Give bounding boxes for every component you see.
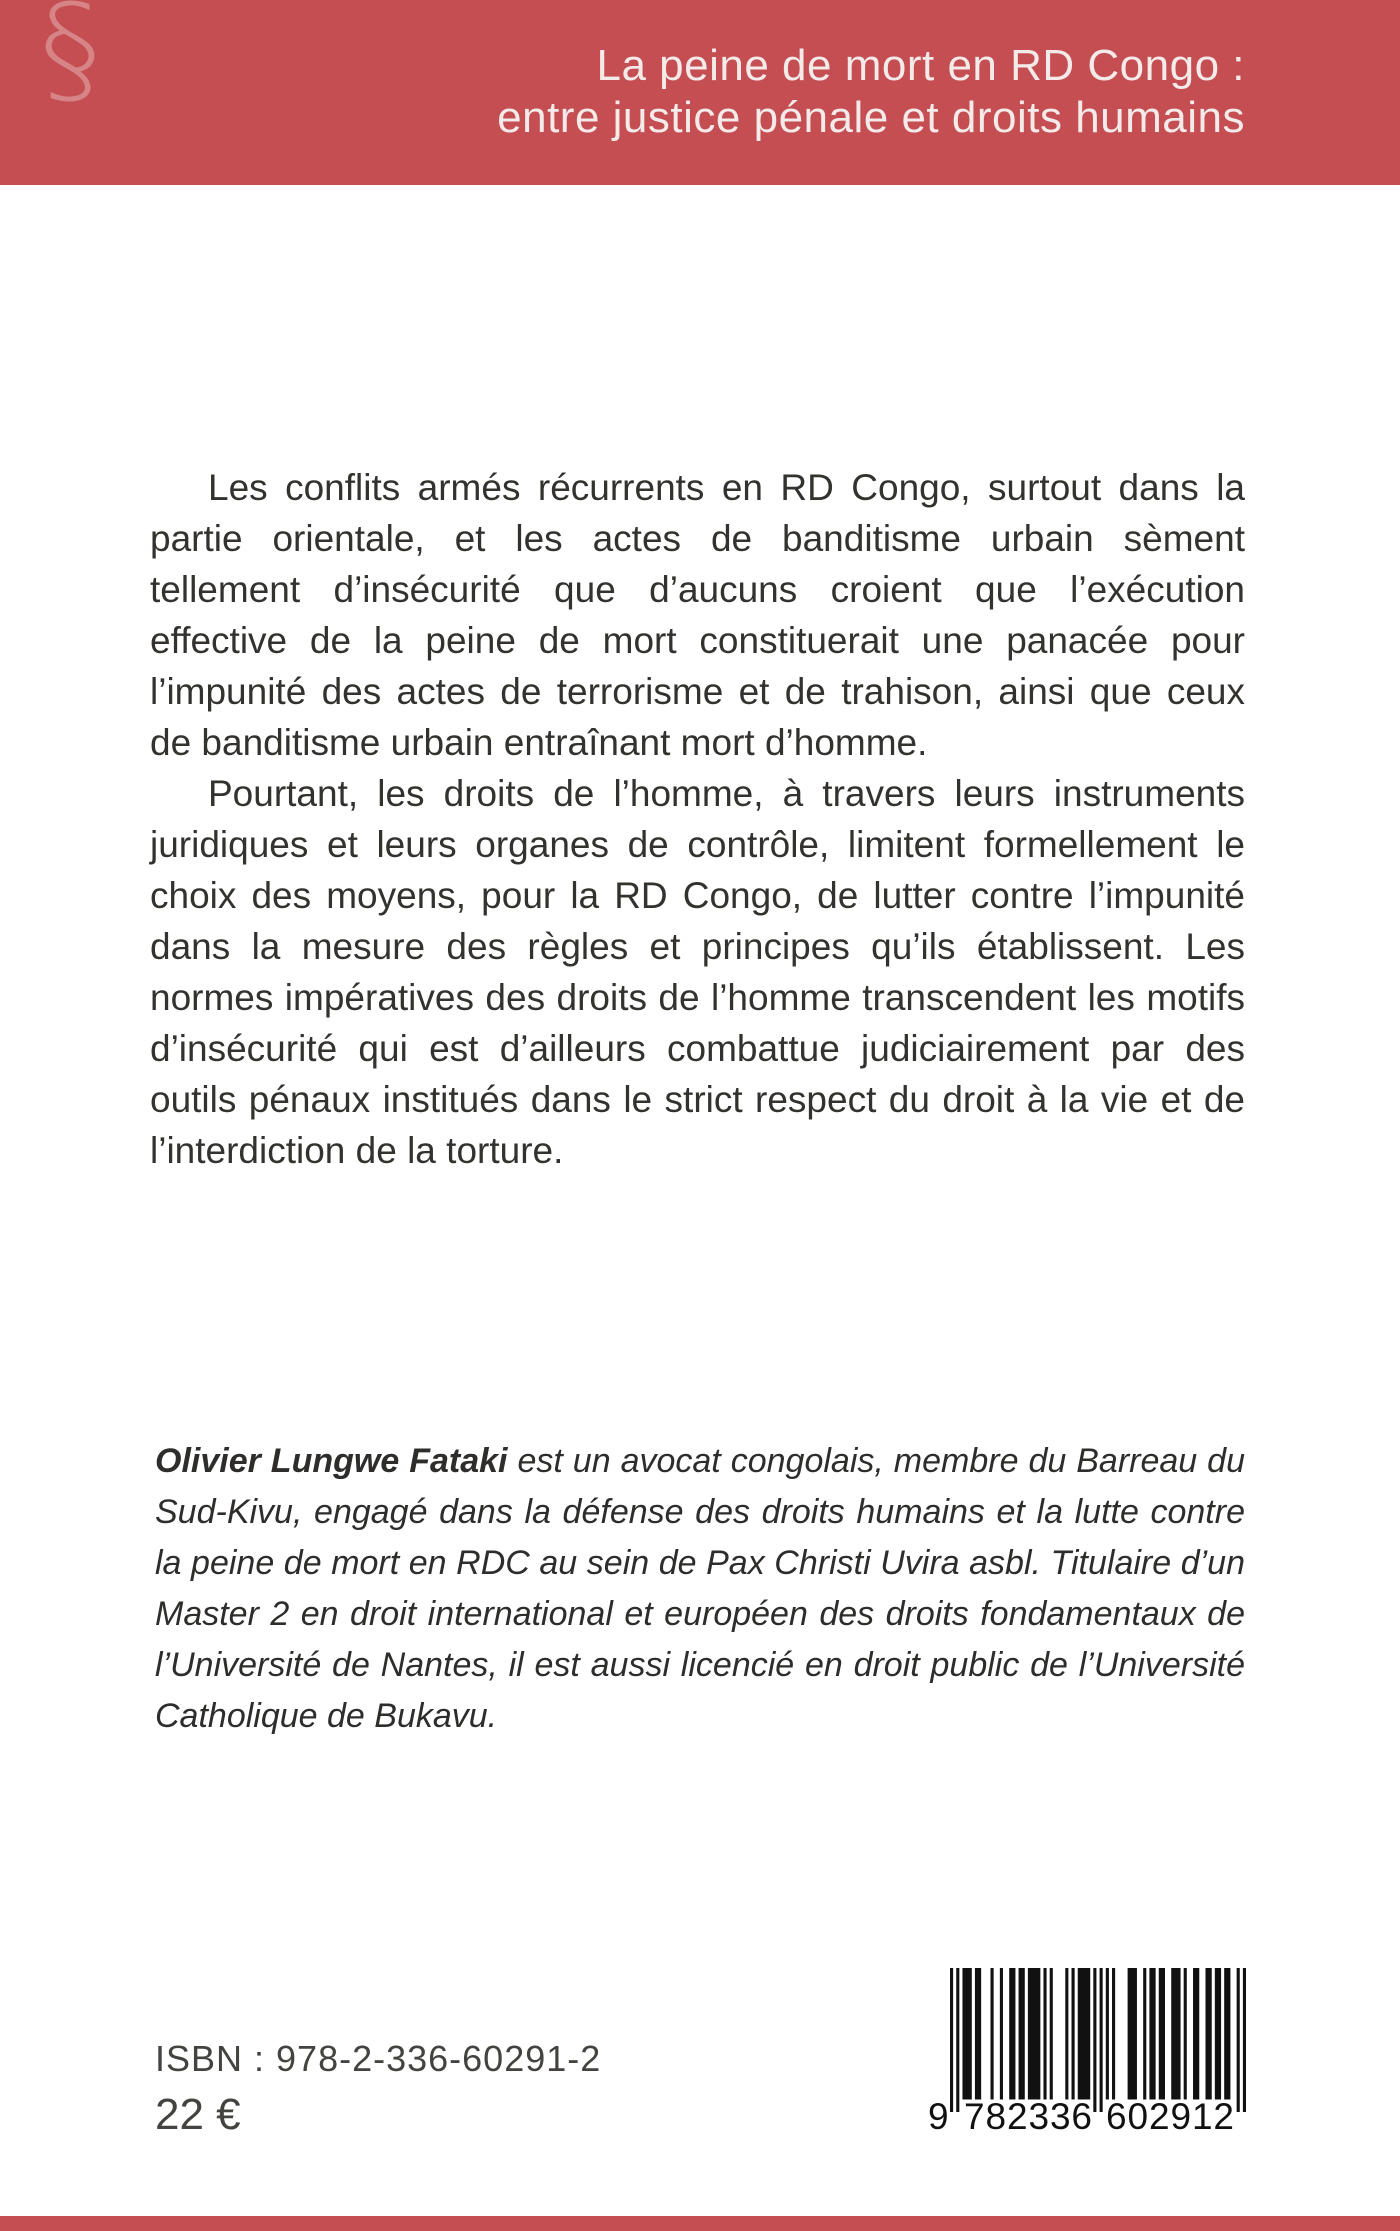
barcode-digit-first: 9 xyxy=(928,2096,949,2137)
section-sign-icon: § xyxy=(40,0,101,120)
footer-strip xyxy=(0,2216,1400,2231)
barcode-digits xyxy=(928,2096,1246,2140)
synopsis xyxy=(150,462,1245,1176)
isbn-label: ISBN : 978-2-336-60291-2 xyxy=(155,2038,602,2079)
barcode-digits-right: 6 0 2 9 1 2 xyxy=(1106,2096,1234,2137)
price-label: 22 € xyxy=(155,2090,241,2139)
barcode-bars xyxy=(950,1968,1246,2112)
author-name: Olivier Lungwe Fataki xyxy=(155,1442,508,1480)
synopsis-paragraph-1: Les conflits armés récurrents en RD Congo, surtout dans la partie orientale, et les actes de banditisme urbain sèment tellement d’insécurité que d’aucuns croient que l’exécution effective de la peine de mort constituerait une panacée pour l’impunité des actes de terrorisme et de trahison, ainsi que ceux de banditisme urbain entraînant mort d’homme. xyxy=(150,467,1245,763)
header-band xyxy=(0,0,1400,185)
ean13-barcode xyxy=(928,1968,1258,2140)
book-title xyxy=(497,40,1245,144)
synopsis-paragraph-2: Pourtant, les droits de l’homme, à travers leurs instruments juridiques et leurs organes de contrôle, limitent formellement le choix des moyens, pour la RD Congo, de lutter contre l’impunité dans la mesure des règles et principes qu’ils établissent. Les normes impératives des droits de l’homme transcendent les motifs d’insécurité qui est d’ailleurs combattue judiciairement par des outils pénaux institués dans le strict respect du droit à la vie et de l’interdiction de la torture. xyxy=(150,773,1245,1171)
book-title-line1: La peine de mort en RD Congo : xyxy=(596,41,1245,90)
author-bio-text: est un avocat congolais, membre du Barreau du Sud-Kivu, engagé dans la défense des droits humains et la lutte contre la peine de mort en RDC au sein de Pax Christi Uvira asbl. Titulaire d’un Master 2 en droit international et européen des droits fondamentaux de l’Université de Nantes, il est aussi licencié en droit public de l’Université Catholique de Bukavu. xyxy=(155,1442,1246,1735)
book-title-line2: entre justice pénale et droits humains xyxy=(497,93,1245,142)
author-bio xyxy=(155,1436,1245,1742)
barcode-digits-left: 7 8 2 3 3 6 xyxy=(964,2096,1092,2137)
